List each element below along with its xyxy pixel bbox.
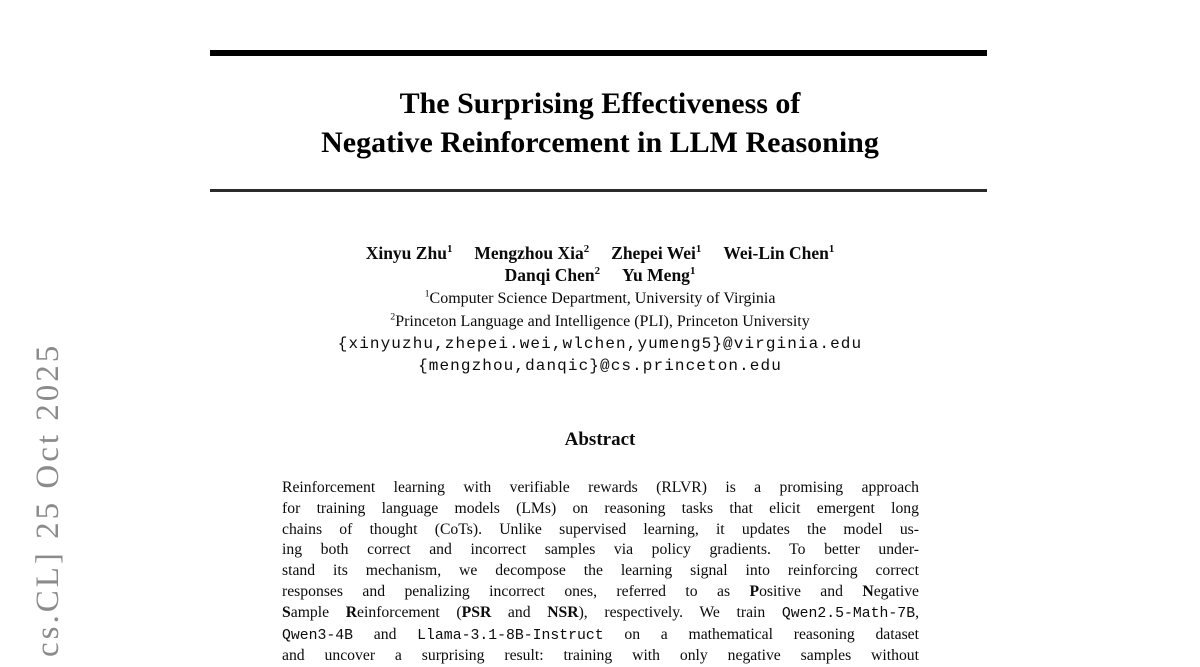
abstract-line: responses and penalizing incorrect ones, referred to as Positive and Negative bbox=[282, 582, 919, 600]
abstract-line: for training language models (LMs) on reasoning tasks that elicit emergent long bbox=[282, 499, 919, 517]
author-name: Mengzhou Xia$^2$ bbox=[474, 243, 590, 263]
abstract-line: Qwen3-4B and Llama-3.1-8B-Instruct on a mathematical reasoning dataset bbox=[282, 625, 919, 644]
affiliation-block bbox=[212, 288, 988, 333]
author-row-1 bbox=[212, 242, 988, 264]
arxiv-watermark-text: cs.CL] 25 Oct 2025 bbox=[30, 342, 66, 657]
email-line: {xinyuzhu,zhepei.wei,wlchen,yumeng5}@virginia.edu bbox=[337, 335, 863, 353]
paper-title-line1: The Surprising Effectiveness of bbox=[399, 87, 801, 120]
author-name: Danqi Chen$^2$ bbox=[504, 265, 601, 285]
author-name: Wei-Lin Chen$^1$ bbox=[723, 243, 835, 263]
title-rule-top bbox=[210, 50, 987, 56]
affiliation-line: $^1$Computer Science Department, University of Virginia bbox=[424, 288, 776, 307]
author-block bbox=[212, 242, 988, 286]
abstract-line: ing both correct and incorrect samples via policy gradients. To better under- bbox=[282, 541, 919, 559]
affiliation-line: $^2$Princeton Language and Intelligence (PLI), Princeton University bbox=[390, 311, 810, 330]
abstract-body bbox=[282, 478, 919, 667]
abstract-line: and uncover a surprising result: training with only negative samples without bbox=[282, 647, 919, 665]
abstract-line: stand its mechanism, we decompose the learning signal into reinforcing correct bbox=[282, 562, 919, 580]
paper-title-line2: Negative Reinforcement in LLM Reasoning bbox=[321, 126, 879, 159]
abstract-line: chains of thought (CoTs). Unlike supervised learning, it updates the model us- bbox=[282, 520, 919, 538]
abstract-heading: Abstract bbox=[564, 429, 636, 450]
author-name: Xinyu Zhu$^1$ bbox=[365, 243, 453, 263]
paper-title bbox=[212, 84, 988, 162]
abstract-line: Reinforcement learning with verifiable rewards (RLVR) is a promising approach bbox=[282, 479, 919, 496]
email-block bbox=[212, 333, 988, 378]
title-rule-bottom bbox=[210, 189, 987, 192]
author-name: Zhepei Wei$^1$ bbox=[611, 243, 702, 263]
author-row-2 bbox=[212, 264, 988, 286]
email-line: {mengzhou,danqic}@cs.princeton.edu bbox=[418, 357, 782, 376]
abstract-line: Sample Reinforcement (PSR and NSR), respectively. We train Qwen2.5-Math-7B, bbox=[282, 603, 919, 622]
author-name: Yu Meng$^1$ bbox=[622, 265, 696, 285]
